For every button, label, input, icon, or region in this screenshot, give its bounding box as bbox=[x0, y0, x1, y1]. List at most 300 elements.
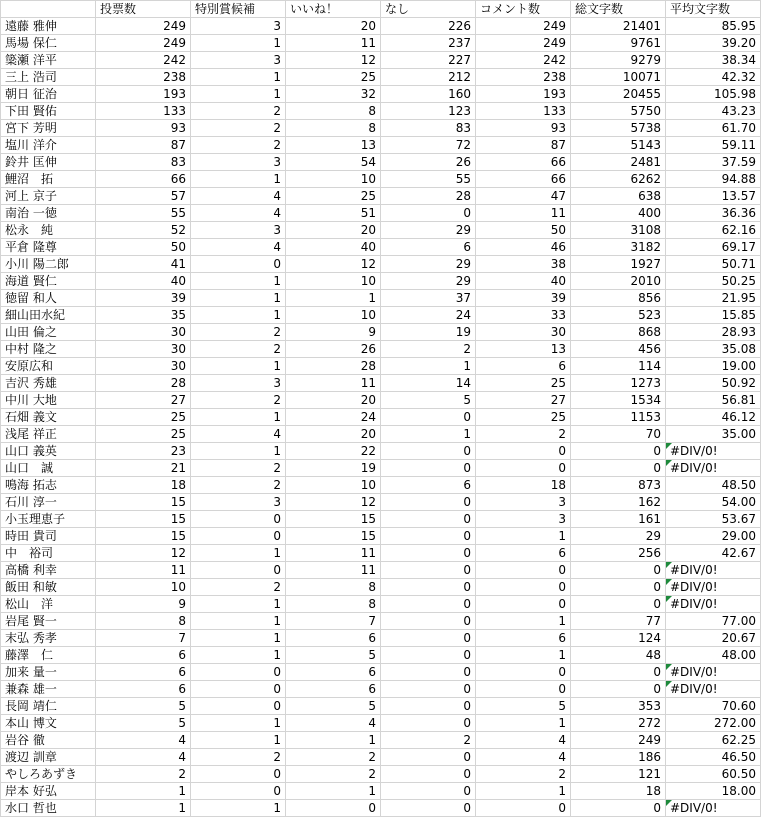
cell-votes[interactable]: 35 bbox=[96, 307, 191, 324]
cell-special[interactable]: 4 bbox=[191, 426, 286, 443]
cell-name[interactable]: 三上 浩司 bbox=[1, 69, 96, 86]
cell-comments[interactable]: 47 bbox=[476, 188, 571, 205]
cell-votes[interactable]: 242 bbox=[96, 52, 191, 69]
cell-likes[interactable]: 9 bbox=[286, 324, 381, 341]
cell-special[interactable]: 0 bbox=[191, 664, 286, 681]
cell-special[interactable]: 0 bbox=[191, 783, 286, 800]
cell-total-chars[interactable]: 868 bbox=[571, 324, 666, 341]
cell-special[interactable]: 3 bbox=[191, 52, 286, 69]
cell-votes[interactable]: 1 bbox=[96, 783, 191, 800]
cell-total-chars[interactable]: 3108 bbox=[571, 222, 666, 239]
cell-total-chars[interactable]: 121 bbox=[571, 766, 666, 783]
cell-votes[interactable]: 5 bbox=[96, 715, 191, 732]
cell-votes[interactable]: 9 bbox=[96, 596, 191, 613]
cell-comments[interactable]: 66 bbox=[476, 154, 571, 171]
cell-votes[interactable]: 238 bbox=[96, 69, 191, 86]
cell-likes[interactable]: 8 bbox=[286, 596, 381, 613]
cell-votes[interactable]: 11 bbox=[96, 562, 191, 579]
cell-total-chars[interactable]: 6262 bbox=[571, 171, 666, 188]
cell-special[interactable]: 0 bbox=[191, 698, 286, 715]
cell-none[interactable]: 6 bbox=[381, 477, 476, 494]
cell-name[interactable]: 渡辺 訓章 bbox=[1, 749, 96, 766]
cell-avg-chars[interactable]: 28.93 bbox=[666, 324, 761, 341]
cell-none[interactable]: 0 bbox=[381, 562, 476, 579]
cell-likes[interactable]: 10 bbox=[286, 307, 381, 324]
cell-name[interactable]: 山口 誠 bbox=[1, 460, 96, 477]
cell-comments[interactable]: 249 bbox=[476, 18, 571, 35]
cell-votes[interactable]: 12 bbox=[96, 545, 191, 562]
cell-comments[interactable]: 93 bbox=[476, 120, 571, 137]
cell-likes[interactable]: 12 bbox=[286, 256, 381, 273]
cell-special[interactable]: 1 bbox=[191, 273, 286, 290]
cell-none[interactable]: 0 bbox=[381, 766, 476, 783]
cell-likes[interactable]: 10 bbox=[286, 273, 381, 290]
cell-avg-chars[interactable]: 59.11 bbox=[666, 137, 761, 154]
cell-total-chars[interactable]: 0 bbox=[571, 664, 666, 681]
cell-name[interactable]: 吉沢 秀雄 bbox=[1, 375, 96, 392]
error-indicator-icon[interactable] bbox=[666, 579, 672, 585]
cell-none[interactable]: 2 bbox=[381, 341, 476, 358]
cell-likes[interactable]: 11 bbox=[286, 562, 381, 579]
cell-none[interactable]: 0 bbox=[381, 528, 476, 545]
cell-special[interactable]: 2 bbox=[191, 460, 286, 477]
cell-none[interactable]: 0 bbox=[381, 630, 476, 647]
cell-votes[interactable]: 28 bbox=[96, 375, 191, 392]
cell-comments[interactable]: 0 bbox=[476, 579, 571, 596]
cell-total-chars[interactable]: 0 bbox=[571, 800, 666, 817]
cell-avg-chars[interactable]: 35.00 bbox=[666, 426, 761, 443]
cell-avg-chars[interactable]: 43.23 bbox=[666, 103, 761, 120]
error-indicator-icon[interactable] bbox=[666, 460, 672, 466]
cell-name[interactable]: 鈴井 匡伸 bbox=[1, 154, 96, 171]
cell-total-chars[interactable]: 9761 bbox=[571, 35, 666, 52]
cell-name[interactable]: 河上 京子 bbox=[1, 188, 96, 205]
cell-votes[interactable]: 6 bbox=[96, 664, 191, 681]
cell-none[interactable]: 0 bbox=[381, 205, 476, 222]
cell-special[interactable]: 1 bbox=[191, 800, 286, 817]
cell-name[interactable]: 宮下 芳明 bbox=[1, 120, 96, 137]
cell-likes[interactable]: 2 bbox=[286, 766, 381, 783]
cell-total-chars[interactable]: 1273 bbox=[571, 375, 666, 392]
cell-name[interactable]: 時田 貴司 bbox=[1, 528, 96, 545]
cell-special[interactable]: 4 bbox=[191, 205, 286, 222]
cell-votes[interactable]: 15 bbox=[96, 494, 191, 511]
error-indicator-icon[interactable] bbox=[666, 596, 672, 602]
error-indicator-icon[interactable] bbox=[666, 800, 672, 806]
cell-comments[interactable]: 1 bbox=[476, 528, 571, 545]
cell-avg-chars[interactable]: 272.00 bbox=[666, 715, 761, 732]
cell-none[interactable]: 0 bbox=[381, 460, 476, 477]
cell-avg-chars[interactable]: 48.50 bbox=[666, 477, 761, 494]
cell-special[interactable]: 1 bbox=[191, 69, 286, 86]
cell-total-chars[interactable]: 5750 bbox=[571, 103, 666, 120]
cell-total-chars[interactable]: 1927 bbox=[571, 256, 666, 273]
cell-votes[interactable]: 5 bbox=[96, 698, 191, 715]
cell-likes[interactable]: 22 bbox=[286, 443, 381, 460]
cell-avg-chars[interactable]: 18.00 bbox=[666, 783, 761, 800]
cell-name[interactable]: 細山田水紀 bbox=[1, 307, 96, 324]
cell-special[interactable]: 3 bbox=[191, 222, 286, 239]
cell-name[interactable]: 小玉理恵子 bbox=[1, 511, 96, 528]
cell-comments[interactable]: 87 bbox=[476, 137, 571, 154]
cell-none[interactable]: 1 bbox=[381, 426, 476, 443]
cell-votes[interactable]: 25 bbox=[96, 426, 191, 443]
cell-comments[interactable]: 0 bbox=[476, 664, 571, 681]
cell-votes[interactable]: 30 bbox=[96, 341, 191, 358]
cell-none[interactable]: 0 bbox=[381, 511, 476, 528]
cell-total-chars[interactable]: 256 bbox=[571, 545, 666, 562]
cell-votes[interactable]: 52 bbox=[96, 222, 191, 239]
cell-comments[interactable]: 6 bbox=[476, 545, 571, 562]
cell-total-chars[interactable]: 638 bbox=[571, 188, 666, 205]
cell-none[interactable]: 72 bbox=[381, 137, 476, 154]
cell-likes[interactable]: 10 bbox=[286, 477, 381, 494]
cell-comments[interactable]: 242 bbox=[476, 52, 571, 69]
cell-avg-chars[interactable]: 36.36 bbox=[666, 205, 761, 222]
cell-special[interactable]: 1 bbox=[191, 409, 286, 426]
cell-name[interactable]: 藤澤 仁 bbox=[1, 647, 96, 664]
cell-comments[interactable]: 193 bbox=[476, 86, 571, 103]
cell-avg-chars[interactable]: 105.98 bbox=[666, 86, 761, 103]
cell-special[interactable]: 1 bbox=[191, 86, 286, 103]
cell-likes[interactable]: 5 bbox=[286, 698, 381, 715]
cell-total-chars[interactable]: 2010 bbox=[571, 273, 666, 290]
cell-name[interactable]: 飯田 和敏 bbox=[1, 579, 96, 596]
cell-total-chars[interactable]: 20455 bbox=[571, 86, 666, 103]
cell-special[interactable]: 1 bbox=[191, 732, 286, 749]
cell-avg-chars-error[interactable] bbox=[666, 460, 761, 477]
cell-none[interactable]: 123 bbox=[381, 103, 476, 120]
cell-special[interactable]: 1 bbox=[191, 613, 286, 630]
cell-votes[interactable]: 27 bbox=[96, 392, 191, 409]
cell-votes[interactable]: 40 bbox=[96, 273, 191, 290]
cell-votes[interactable]: 50 bbox=[96, 239, 191, 256]
cell-special[interactable]: 2 bbox=[191, 749, 286, 766]
cell-total-chars[interactable]: 18 bbox=[571, 783, 666, 800]
cell-likes[interactable]: 11 bbox=[286, 35, 381, 52]
cell-special[interactable]: 2 bbox=[191, 579, 286, 596]
cell-avg-chars[interactable]: 50.71 bbox=[666, 256, 761, 273]
cell-total-chars[interactable]: 114 bbox=[571, 358, 666, 375]
cell-none[interactable]: 0 bbox=[381, 800, 476, 817]
cell-avg-chars[interactable]: 56.81 bbox=[666, 392, 761, 409]
cell-name[interactable]: 塩川 洋介 bbox=[1, 137, 96, 154]
cell-none[interactable]: 0 bbox=[381, 698, 476, 715]
cell-comments[interactable]: 46 bbox=[476, 239, 571, 256]
cell-special[interactable]: 2 bbox=[191, 392, 286, 409]
cell-votes[interactable]: 25 bbox=[96, 409, 191, 426]
cell-comments[interactable]: 2 bbox=[476, 426, 571, 443]
cell-total-chars[interactable]: 249 bbox=[571, 732, 666, 749]
header-cell-votes[interactable]: 投票数 bbox=[96, 1, 191, 18]
cell-name[interactable]: 遠藤 雅伸 bbox=[1, 18, 96, 35]
cell-name[interactable]: 山田 倫之 bbox=[1, 324, 96, 341]
cell-comments[interactable]: 0 bbox=[476, 681, 571, 698]
cell-none[interactable]: 0 bbox=[381, 579, 476, 596]
cell-total-chars[interactable]: 1153 bbox=[571, 409, 666, 426]
cell-votes[interactable]: 7 bbox=[96, 630, 191, 647]
cell-votes[interactable]: 39 bbox=[96, 290, 191, 307]
cell-special[interactable]: 2 bbox=[191, 137, 286, 154]
cell-total-chars[interactable]: 5738 bbox=[571, 120, 666, 137]
cell-comments[interactable]: 4 bbox=[476, 732, 571, 749]
cell-comments[interactable]: 30 bbox=[476, 324, 571, 341]
cell-likes[interactable]: 8 bbox=[286, 103, 381, 120]
cell-none[interactable]: 83 bbox=[381, 120, 476, 137]
cell-comments[interactable]: 66 bbox=[476, 171, 571, 188]
cell-likes[interactable]: 15 bbox=[286, 528, 381, 545]
cell-name[interactable]: 石畑 義文 bbox=[1, 409, 96, 426]
cell-likes[interactable]: 1 bbox=[286, 290, 381, 307]
cell-special[interactable]: 1 bbox=[191, 443, 286, 460]
cell-name[interactable]: 岩谷 徹 bbox=[1, 732, 96, 749]
cell-name[interactable]: 末弘 秀孝 bbox=[1, 630, 96, 647]
cell-special[interactable]: 1 bbox=[191, 715, 286, 732]
cell-none[interactable]: 0 bbox=[381, 647, 476, 664]
cell-avg-chars[interactable]: 61.70 bbox=[666, 120, 761, 137]
cell-name[interactable]: 高橋 利幸 bbox=[1, 562, 96, 579]
cell-avg-chars[interactable]: 50.25 bbox=[666, 273, 761, 290]
cell-special[interactable]: 1 bbox=[191, 171, 286, 188]
cell-name[interactable]: やしろあずき bbox=[1, 766, 96, 783]
cell-avg-chars-error[interactable] bbox=[666, 579, 761, 596]
cell-special[interactable]: 0 bbox=[191, 766, 286, 783]
cell-likes[interactable]: 6 bbox=[286, 664, 381, 681]
cell-total-chars[interactable]: 1534 bbox=[571, 392, 666, 409]
cell-avg-chars[interactable]: 42.67 bbox=[666, 545, 761, 562]
cell-special[interactable]: 1 bbox=[191, 596, 286, 613]
cell-total-chars[interactable]: 0 bbox=[571, 443, 666, 460]
cell-special[interactable]: 2 bbox=[191, 324, 286, 341]
cell-votes[interactable]: 249 bbox=[96, 18, 191, 35]
error-indicator-icon[interactable] bbox=[666, 443, 672, 449]
cell-likes[interactable]: 51 bbox=[286, 205, 381, 222]
cell-comments[interactable]: 18 bbox=[476, 477, 571, 494]
cell-likes[interactable]: 10 bbox=[286, 171, 381, 188]
cell-avg-chars[interactable]: 94.88 bbox=[666, 171, 761, 188]
cell-votes[interactable]: 193 bbox=[96, 86, 191, 103]
cell-likes[interactable]: 7 bbox=[286, 613, 381, 630]
cell-avg-chars-error[interactable] bbox=[666, 664, 761, 681]
cell-likes[interactable]: 25 bbox=[286, 69, 381, 86]
cell-likes[interactable]: 28 bbox=[286, 358, 381, 375]
cell-avg-chars[interactable]: 62.16 bbox=[666, 222, 761, 239]
cell-name[interactable]: 海道 賢仁 bbox=[1, 273, 96, 290]
cell-likes[interactable]: 1 bbox=[286, 783, 381, 800]
cell-votes[interactable]: 41 bbox=[96, 256, 191, 273]
cell-comments[interactable]: 1 bbox=[476, 647, 571, 664]
cell-avg-chars[interactable]: 77.00 bbox=[666, 613, 761, 630]
cell-avg-chars[interactable]: 50.92 bbox=[666, 375, 761, 392]
cell-none[interactable]: 227 bbox=[381, 52, 476, 69]
cell-votes[interactable]: 55 bbox=[96, 205, 191, 222]
cell-name[interactable]: 山口 義英 bbox=[1, 443, 96, 460]
cell-total-chars[interactable]: 70 bbox=[571, 426, 666, 443]
header-cell-special[interactable]: 特別賞候補 bbox=[191, 1, 286, 18]
cell-special[interactable]: 1 bbox=[191, 358, 286, 375]
cell-total-chars[interactable]: 353 bbox=[571, 698, 666, 715]
cell-total-chars[interactable]: 523 bbox=[571, 307, 666, 324]
header-cell-avg-chars[interactable]: 平均文字数 bbox=[666, 1, 761, 18]
cell-votes[interactable]: 8 bbox=[96, 613, 191, 630]
cell-special[interactable]: 2 bbox=[191, 477, 286, 494]
cell-total-chars[interactable]: 856 bbox=[571, 290, 666, 307]
cell-likes[interactable]: 8 bbox=[286, 120, 381, 137]
cell-total-chars[interactable]: 29 bbox=[571, 528, 666, 545]
cell-none[interactable]: 29 bbox=[381, 273, 476, 290]
cell-special[interactable]: 0 bbox=[191, 681, 286, 698]
cell-votes[interactable]: 93 bbox=[96, 120, 191, 137]
header-cell-total-chars[interactable]: 総文字数 bbox=[571, 1, 666, 18]
cell-comments[interactable]: 6 bbox=[476, 630, 571, 647]
cell-votes[interactable]: 15 bbox=[96, 511, 191, 528]
cell-total-chars[interactable]: 9279 bbox=[571, 52, 666, 69]
cell-special[interactable]: 2 bbox=[191, 103, 286, 120]
cell-none[interactable]: 1 bbox=[381, 358, 476, 375]
cell-votes[interactable]: 57 bbox=[96, 188, 191, 205]
cell-name[interactable]: 徳留 和人 bbox=[1, 290, 96, 307]
cell-comments[interactable]: 40 bbox=[476, 273, 571, 290]
cell-comments[interactable]: 25 bbox=[476, 409, 571, 426]
cell-comments[interactable]: 0 bbox=[476, 443, 571, 460]
error-indicator-icon[interactable] bbox=[666, 664, 672, 670]
error-indicator-icon[interactable] bbox=[666, 681, 672, 687]
cell-avg-chars[interactable]: 20.67 bbox=[666, 630, 761, 647]
cell-likes[interactable]: 15 bbox=[286, 511, 381, 528]
cell-likes[interactable]: 4 bbox=[286, 715, 381, 732]
cell-name[interactable]: 平倉 隆尊 bbox=[1, 239, 96, 256]
cell-none[interactable]: 0 bbox=[381, 596, 476, 613]
cell-total-chars[interactable]: 272 bbox=[571, 715, 666, 732]
cell-none[interactable]: 0 bbox=[381, 443, 476, 460]
cell-none[interactable]: 26 bbox=[381, 154, 476, 171]
header-cell-comments[interactable]: コメント数 bbox=[476, 1, 571, 18]
cell-likes[interactable]: 20 bbox=[286, 222, 381, 239]
cell-avg-chars[interactable]: 35.08 bbox=[666, 341, 761, 358]
cell-likes[interactable]: 32 bbox=[286, 86, 381, 103]
cell-votes[interactable]: 30 bbox=[96, 358, 191, 375]
cell-none[interactable]: 14 bbox=[381, 375, 476, 392]
cell-total-chars[interactable]: 77 bbox=[571, 613, 666, 630]
cell-likes[interactable]: 1 bbox=[286, 732, 381, 749]
cell-none[interactable]: 0 bbox=[381, 749, 476, 766]
cell-votes[interactable]: 18 bbox=[96, 477, 191, 494]
cell-total-chars[interactable]: 161 bbox=[571, 511, 666, 528]
cell-likes[interactable]: 20 bbox=[286, 392, 381, 409]
cell-likes[interactable]: 8 bbox=[286, 579, 381, 596]
cell-votes[interactable]: 1 bbox=[96, 800, 191, 817]
cell-none[interactable]: 0 bbox=[381, 409, 476, 426]
cell-name[interactable]: 加来 量一 bbox=[1, 664, 96, 681]
cell-comments[interactable]: 13 bbox=[476, 341, 571, 358]
cell-special[interactable]: 2 bbox=[191, 341, 286, 358]
cell-name[interactable]: 鳴海 拓志 bbox=[1, 477, 96, 494]
cell-name[interactable]: 馬場 保仁 bbox=[1, 35, 96, 52]
cell-votes[interactable]: 23 bbox=[96, 443, 191, 460]
cell-none[interactable]: 55 bbox=[381, 171, 476, 188]
cell-likes[interactable]: 26 bbox=[286, 341, 381, 358]
cell-avg-chars[interactable]: 46.50 bbox=[666, 749, 761, 766]
cell-total-chars[interactable]: 0 bbox=[571, 562, 666, 579]
cell-total-chars[interactable]: 456 bbox=[571, 341, 666, 358]
cell-avg-chars[interactable]: 62.25 bbox=[666, 732, 761, 749]
cell-name[interactable]: 浅尾 祥正 bbox=[1, 426, 96, 443]
cell-likes[interactable]: 2 bbox=[286, 749, 381, 766]
cell-avg-chars-error[interactable] bbox=[666, 443, 761, 460]
cell-votes[interactable]: 83 bbox=[96, 154, 191, 171]
cell-total-chars[interactable]: 873 bbox=[571, 477, 666, 494]
cell-avg-chars[interactable]: 48.00 bbox=[666, 647, 761, 664]
cell-votes[interactable]: 87 bbox=[96, 137, 191, 154]
cell-special[interactable]: 3 bbox=[191, 154, 286, 171]
cell-total-chars[interactable]: 2481 bbox=[571, 154, 666, 171]
cell-likes[interactable]: 20 bbox=[286, 18, 381, 35]
cell-special[interactable]: 1 bbox=[191, 545, 286, 562]
cell-votes[interactable]: 133 bbox=[96, 103, 191, 120]
cell-name[interactable]: 中川 大地 bbox=[1, 392, 96, 409]
cell-total-chars[interactable]: 162 bbox=[571, 494, 666, 511]
cell-name[interactable]: 長岡 靖仁 bbox=[1, 698, 96, 715]
cell-name[interactable]: 兼森 雄一 bbox=[1, 681, 96, 698]
cell-none[interactable]: 29 bbox=[381, 222, 476, 239]
cell-special[interactable]: 1 bbox=[191, 307, 286, 324]
cell-name[interactable]: 松永 純 bbox=[1, 222, 96, 239]
cell-votes[interactable]: 21 bbox=[96, 460, 191, 477]
cell-name[interactable]: 小川 陽二郎 bbox=[1, 256, 96, 273]
cell-name[interactable]: 石川 淳一 bbox=[1, 494, 96, 511]
cell-comments[interactable]: 3 bbox=[476, 511, 571, 528]
cell-likes[interactable]: 12 bbox=[286, 52, 381, 69]
cell-total-chars[interactable]: 3182 bbox=[571, 239, 666, 256]
cell-total-chars[interactable]: 186 bbox=[571, 749, 666, 766]
cell-avg-chars[interactable]: 54.00 bbox=[666, 494, 761, 511]
cell-none[interactable]: 24 bbox=[381, 307, 476, 324]
cell-votes[interactable]: 15 bbox=[96, 528, 191, 545]
cell-none[interactable]: 237 bbox=[381, 35, 476, 52]
cell-votes[interactable]: 30 bbox=[96, 324, 191, 341]
cell-name[interactable]: 下田 賢佑 bbox=[1, 103, 96, 120]
cell-name[interactable]: 中 裕司 bbox=[1, 545, 96, 562]
cell-votes[interactable]: 4 bbox=[96, 749, 191, 766]
cell-avg-chars[interactable]: 29.00 bbox=[666, 528, 761, 545]
cell-avg-chars-error[interactable] bbox=[666, 596, 761, 613]
cell-name[interactable]: 本山 博文 bbox=[1, 715, 96, 732]
cell-votes[interactable]: 249 bbox=[96, 35, 191, 52]
cell-comments[interactable]: 1 bbox=[476, 613, 571, 630]
cell-name[interactable]: 中村 隆之 bbox=[1, 341, 96, 358]
cell-special[interactable]: 4 bbox=[191, 188, 286, 205]
cell-avg-chars[interactable]: 21.95 bbox=[666, 290, 761, 307]
cell-avg-chars-error[interactable] bbox=[666, 562, 761, 579]
cell-none[interactable]: 6 bbox=[381, 239, 476, 256]
cell-votes[interactable]: 2 bbox=[96, 766, 191, 783]
cell-special[interactable]: 1 bbox=[191, 630, 286, 647]
cell-avg-chars[interactable]: 37.59 bbox=[666, 154, 761, 171]
cell-special[interactable]: 1 bbox=[191, 647, 286, 664]
cell-total-chars[interactable]: 0 bbox=[571, 596, 666, 613]
cell-likes[interactable]: 54 bbox=[286, 154, 381, 171]
cell-none[interactable]: 19 bbox=[381, 324, 476, 341]
cell-comments[interactable]: 0 bbox=[476, 596, 571, 613]
cell-votes[interactable]: 4 bbox=[96, 732, 191, 749]
cell-special[interactable]: 0 bbox=[191, 528, 286, 545]
cell-none[interactable]: 29 bbox=[381, 256, 476, 273]
cell-comments[interactable]: 1 bbox=[476, 715, 571, 732]
header-cell-none[interactable]: なし bbox=[381, 1, 476, 18]
cell-name[interactable]: 南治 一徳 bbox=[1, 205, 96, 222]
cell-comments[interactable]: 3 bbox=[476, 494, 571, 511]
cell-avg-chars[interactable]: 60.50 bbox=[666, 766, 761, 783]
